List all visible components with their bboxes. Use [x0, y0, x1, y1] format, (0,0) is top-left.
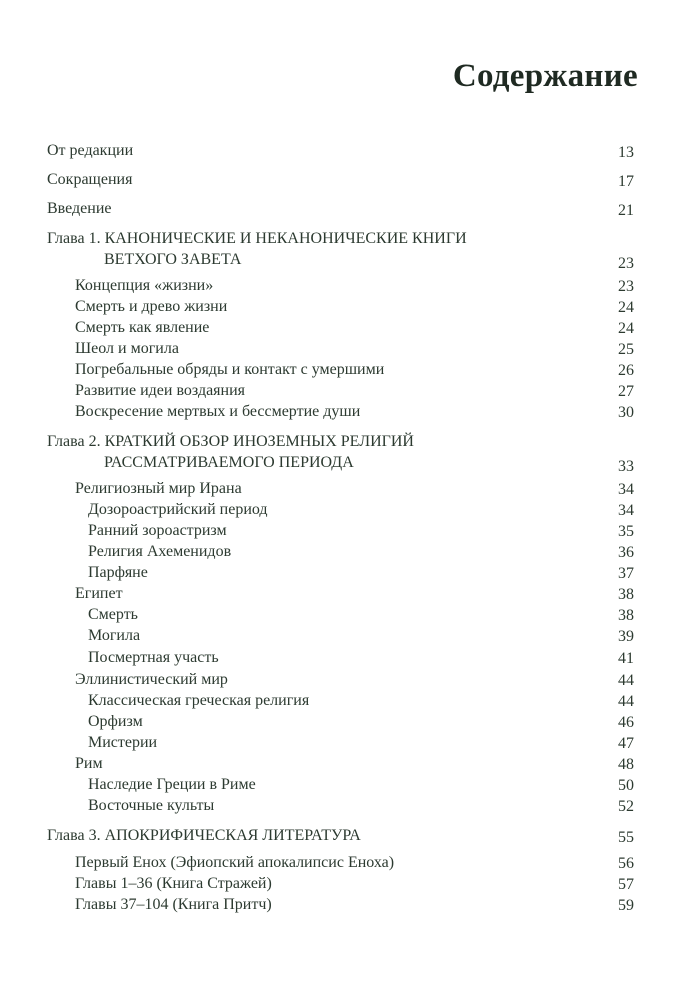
toc-entry-text: Религия Ахеменидов: [88, 543, 232, 560]
toc-entry-text: Сокращения: [47, 171, 133, 188]
toc-entry-text: Погребальные обряды и контакт с умершими: [75, 361, 385, 378]
toc-entry-text: Смерть: [88, 606, 138, 623]
toc-page-number: 38: [618, 586, 634, 603]
toc-entry-text: Могила: [88, 627, 141, 644]
toc-entry-text: Рим: [75, 755, 103, 772]
toc-page-number: 44: [618, 672, 634, 689]
toc-entry-text: Воскресение мертвых и бессмертие души: [75, 403, 361, 420]
toc-entry-text: Орфизм: [88, 713, 143, 730]
toc-entry-text: Смерть как явление: [75, 319, 210, 336]
toc-page-number: 52: [618, 798, 634, 815]
toc-entry-text: Смерть и древо жизни: [75, 298, 228, 315]
toc-entry-text: Египет: [75, 585, 123, 602]
toc-entry-text: Ранний зороастризм: [88, 522, 227, 539]
toc-entry-text: Введение: [47, 200, 112, 217]
toc-page-number: 56: [618, 855, 634, 872]
toc-page-number: 27: [618, 383, 634, 400]
toc-page-number: 24: [618, 320, 634, 337]
toc-entry-text: Дозороастрийский период: [88, 501, 268, 518]
toc-page-number: 21: [618, 202, 634, 219]
toc-page-number: 55: [618, 829, 634, 846]
toc-page-number: 23: [618, 255, 634, 272]
toc-page-number: 41: [618, 650, 634, 667]
toc-page-number: 33: [618, 458, 634, 475]
toc-page-number: 59: [618, 897, 634, 914]
toc-entry-text: Эллинистический мир: [75, 671, 228, 688]
page-title: Содержание: [452, 58, 638, 94]
toc-page-number: 34: [618, 502, 634, 519]
toc-page-number: 26: [618, 362, 634, 379]
toc-page-number: 35: [618, 523, 634, 540]
toc-page-number: 36: [618, 544, 634, 561]
toc-entry-text: Парфяне: [88, 564, 148, 581]
toc-chapter-heading: Глава 3. АПОКРИФИЧЕСКАЯ ЛИТЕРАТУРА: [47, 827, 361, 844]
toc-entry-text: Наследие Греции в Риме: [88, 776, 256, 793]
toc-entry-text: Развитие идеи воздаяния: [75, 382, 246, 399]
toc-entry-text: Шеол и могила: [75, 340, 179, 357]
toc-entry-text: Главы 37–104 (Книга Притч): [75, 896, 272, 913]
toc-entry-text: Восточные культы: [88, 797, 215, 814]
toc-page-number: 24: [618, 299, 634, 316]
toc-page-number: 57: [618, 876, 634, 893]
toc-entry-text: Религиозный мир Ирана: [75, 480, 242, 497]
toc-page-number: 38: [618, 607, 634, 624]
toc-page-number: 17: [618, 173, 634, 190]
toc-page-number: 23: [618, 278, 634, 295]
toc-chapter-heading: Глава 1. КАНОНИЧЕСКИЕ И НЕКАНОНИЧЕСКИЕ КНИГИ: [47, 230, 467, 247]
toc-entry-text: Мистерии: [88, 734, 158, 751]
toc-page-number: 47: [618, 735, 634, 752]
toc-page-number: 44: [618, 693, 634, 710]
toc-chapter-heading-cont: ВЕТХОГО ЗАВЕТА: [104, 251, 242, 268]
toc-page-number: 39: [618, 628, 634, 645]
toc-page-number: 46: [618, 714, 634, 731]
toc-page-number: 37: [618, 565, 634, 582]
toc-page-number: 25: [618, 341, 634, 358]
toc-page-number: 34: [618, 481, 634, 498]
toc-entry-text: Концепция «жизни»: [75, 277, 214, 294]
toc-entry-text: Посмертная участь: [88, 649, 219, 666]
toc-chapter-heading-cont: РАССМАТРИВАЕМОГО ПЕРИОДА: [104, 454, 354, 471]
toc-chapter-heading: Глава 2. КРАТКИЙ ОБЗОР ИНОЗЕМНЫХ РЕЛИГИЙ: [47, 433, 414, 450]
toc-page-number: 13: [618, 144, 634, 161]
toc-page-number: 48: [618, 756, 634, 773]
toc-entry-text: Главы 1–36 (Книга Стражей): [75, 875, 272, 892]
toc-page-number: 50: [618, 777, 634, 794]
toc-page-number: 30: [618, 404, 634, 421]
toc-entry-text: Первый Енох (Эфиопский апокалипсис Еноха): [75, 854, 395, 871]
toc-entry-text: От редакции: [47, 142, 134, 159]
toc-entry-text: Классическая греческая религия: [88, 692, 310, 709]
